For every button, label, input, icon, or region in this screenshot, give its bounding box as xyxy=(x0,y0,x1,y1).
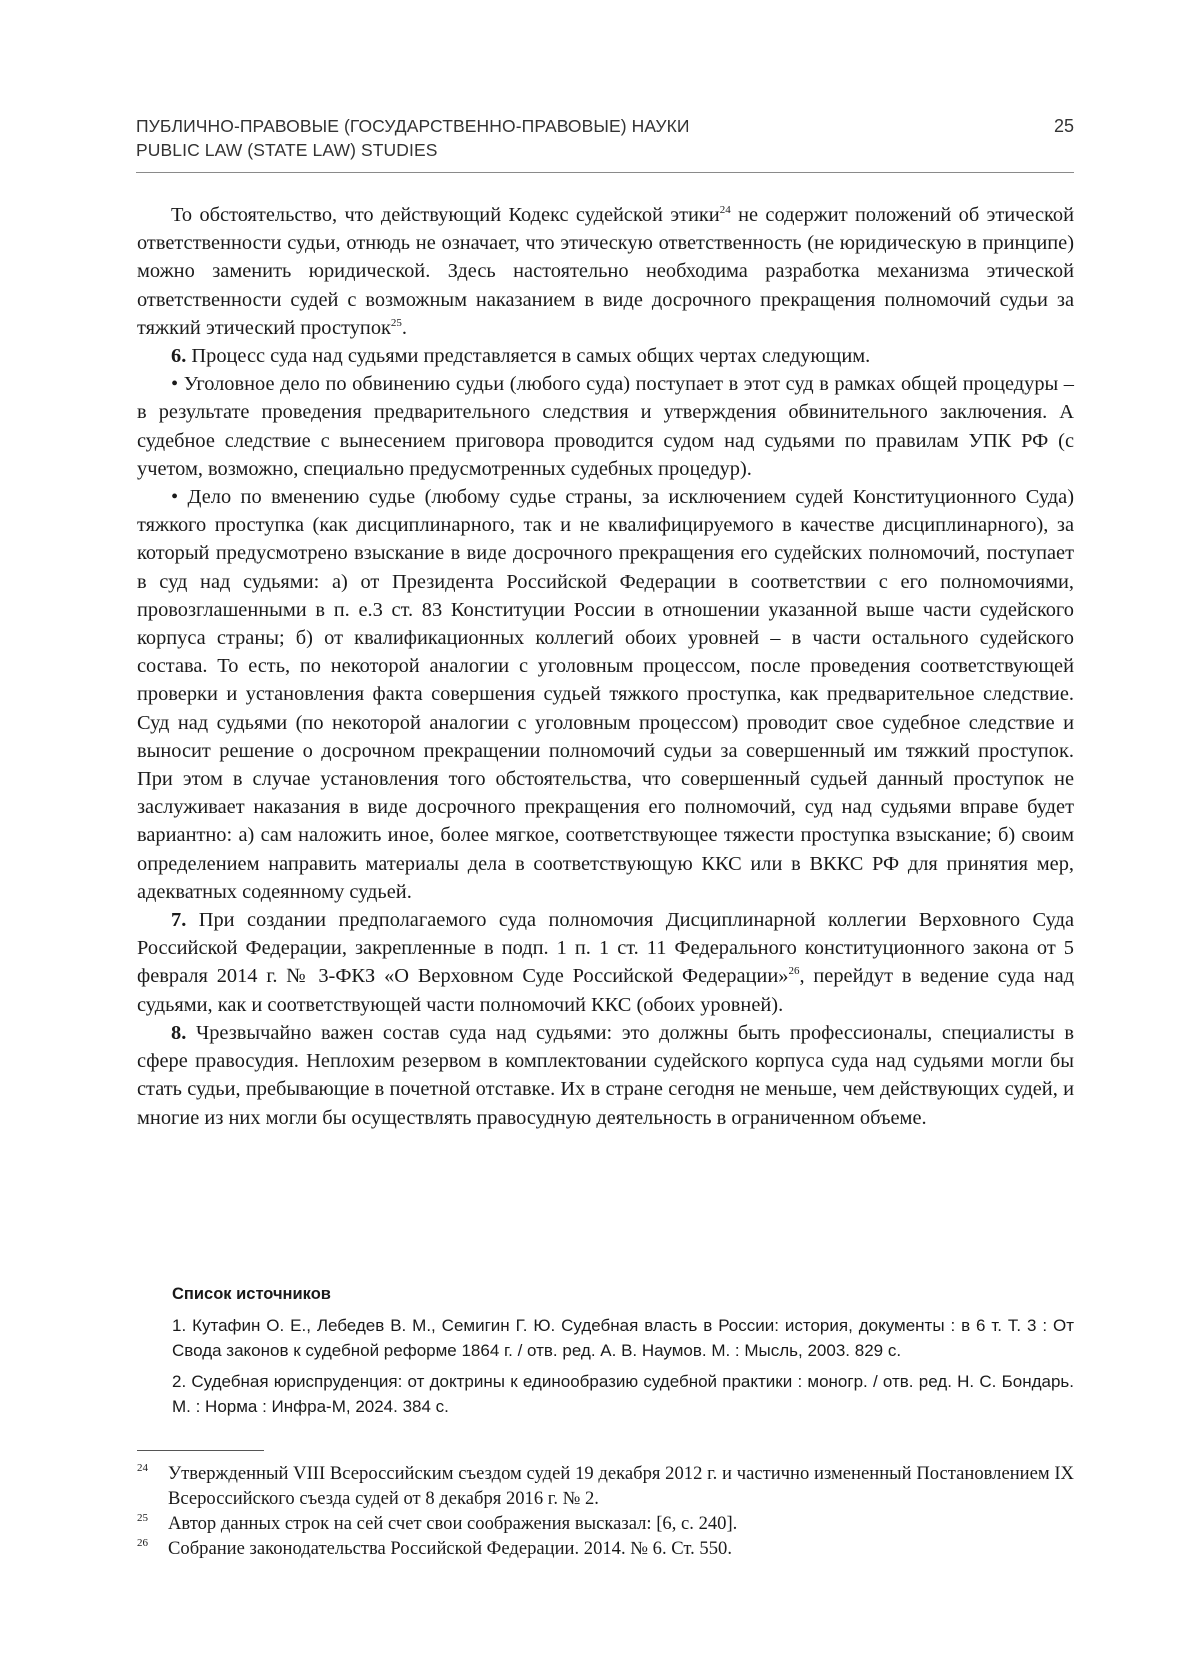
paragraph-point-7 xyxy=(137,906,1074,1019)
point-number: 8. xyxy=(171,1021,187,1044)
reference-item: 1. Кутафин О. Е., Лебедев В. М., Семигин Г. Ю. Судебная власть в России: история, документы : в 6 т. Т. 3 : От Свода законов к судебной реформе 1864 г. / отв. ред. А. В. Наумов. М. : Мысль, 2003. 829 с. xyxy=(172,1316,1074,1360)
footnote-24 xyxy=(137,1461,1074,1511)
paragraph-misconduct-case: • Дело по вменению судье (любому судье страны, за исключением судей Конституционного Суда) тяжкого проступка (как дисциплинарного, так и не квалифицируемого в качестве дисциплинарного), за который предусмотрено взыскание в виде досрочного прекращения его судейских полномочий, поступает в суд над судьями: а) от Президента Российской Федерации в соответствии с его полномочиями, провозглашенными в п. е.3 ст. 83 Конституции России в отношении указанной выше части судейского корпуса страны; б) от квалификационных коллегий обоих уровней – в части остального судейского состава. То есть, по некоторой аналогии с уголовным процессом, после проведения соответствующей проверки и установления факта совершения судьей тяжкого проступка, как предварительное следствие. Суд над судьями (по некоторой аналогии с уголовным процессом) проводит свое судебное следствие и выносит решение о досрочном прекращении полномочий судьи за совершенный им тяжкий проступок. При этом в случае установления того обстоятельства, что совершенный судьей данный проступок не заслуживает наказания в виде досрочного прекращения его полномочий, суд над судьями вправе будет вариантно: а) сам наложить иное, более мягкое, соответствующее тяжести проступка взыскание; б) своим определением направить материалы дела в соответствующую ККС или в ВККС РФ для принятия мер, адекватных содеянному судьей. xyxy=(137,486,1074,903)
footnote-number: 25 xyxy=(137,1512,148,1524)
article-body xyxy=(137,201,1074,1132)
reference-item: 2. Судебная юриспруденция: от доктрины к единообразию судебной практики : моногр. / отв. ред. Н. С. Бондарь. М. : Норма : Инфра-М, 2024. 384 с. xyxy=(172,1372,1074,1416)
references-list xyxy=(172,1313,1074,1419)
header-section-title-en: PUBLIC LAW (STATE LAW) STUDIES xyxy=(136,140,438,160)
footnote-ref-25[interactable]: 25 xyxy=(390,316,402,329)
footnote-text: Автор данных строк на сей счет свои соображения высказал: [6, с. 240]. xyxy=(168,1513,738,1534)
footnote-number: 26 xyxy=(137,1537,148,1549)
references-title: Список источников xyxy=(172,1285,331,1303)
footnote-ref-24[interactable]: 24 xyxy=(719,204,731,216)
paragraph-text: При создании предполагаемого суда полномочия Дисциплинарной коллегии Верховного Суда Российской Федерации, закрепленные в подп. 1 п. 1 ст. 11 Федерального конституционного закона от 5 февраля 2014 г. № 3-ФКЗ «О Верховном Суде Российской Федерации» xyxy=(137,909,1074,988)
paragraph-point-8 xyxy=(137,1019,1074,1132)
footnotes xyxy=(137,1461,1074,1561)
header-section-title-ru: ПУБЛИЧНО-ПРАВОВЫЕ (ГОСУДАРСТВЕННО-ПРАВОВЫЕ) НАУКИ xyxy=(136,116,690,136)
footnote-25 xyxy=(137,1511,1074,1536)
paragraph-text: . xyxy=(401,316,408,339)
paragraph-text: То обстоятельство, что действующий Кодекс судейской этики xyxy=(171,204,720,226)
paragraph-ethics xyxy=(137,201,1074,342)
footnote-text: Утвержденный VIII Всероссийским съездом судей 19 декабря 2012 г. и частично измененный Постановлением IX Всероссийского съезда судей от 8 декабря 2016 г. № 2. xyxy=(168,1463,1074,1509)
footnote-number: 24 xyxy=(137,1462,148,1474)
footnote-26 xyxy=(137,1536,1074,1561)
paragraph-criminal-case: • Уголовное дело по обвинению судьи (любого суда) поступает в этот суд в рамках общей процедуры – в результате проведения предварительного следствия и утверждения обвинительного заключения. А судебное следствие с вынесением приговора проводится судом над судьями по правилам УПК РФ (с учетом, возможно, специально предусмотренных судебных процедур). xyxy=(137,373,1074,480)
page-number: 25 xyxy=(1053,116,1074,136)
header-divider xyxy=(136,172,1074,173)
point-number: 6. xyxy=(171,345,187,368)
paragraph-text: не содержит положений об этической ответственности судьи, отнюдь не означает, что этическую ответственность (не юридическую в принципе) можно заменить юридической. Здесь настоятельно необходима разработка механизма этической ответственности судей с возможным наказанием в виде досрочного прекращения полномочий судьи за тяжкий этический проступок xyxy=(137,204,1075,339)
point-number: 7. xyxy=(171,909,187,932)
footnote-divider xyxy=(137,1450,264,1451)
paragraph-text: , перейдут в ведение суда над судьями, как и соответствующей части полномочий ККС (обоих уровней). xyxy=(137,965,1074,1016)
paragraph-text: Чрезвычайно важен состав суда над судьями: это должны быть профессионалы, специалисты в сфере правосудия. Неплохим резервом в комплектовании судейского корпуса суда над судьями могли бы стать судьи, пребывающие в почетной отставке. Их в стране сегодня не меньше, чем действующих судей, и многие из них могли бы осуществлять правосудную деятельность в ограниченном объеме. xyxy=(137,1021,1074,1129)
paragraph-text: Процесс суда над судьями представляется в самых общих чертах следующим. xyxy=(186,345,871,368)
footnote-text: Собрание законодательства Российской Федерации. 2014. № 6. Ст. 550. xyxy=(168,1538,732,1559)
paragraph-point-6 xyxy=(137,342,1074,370)
footnote-ref-26[interactable]: 26 xyxy=(788,965,800,978)
references-section xyxy=(172,1283,1074,1425)
running-header xyxy=(136,114,1074,162)
